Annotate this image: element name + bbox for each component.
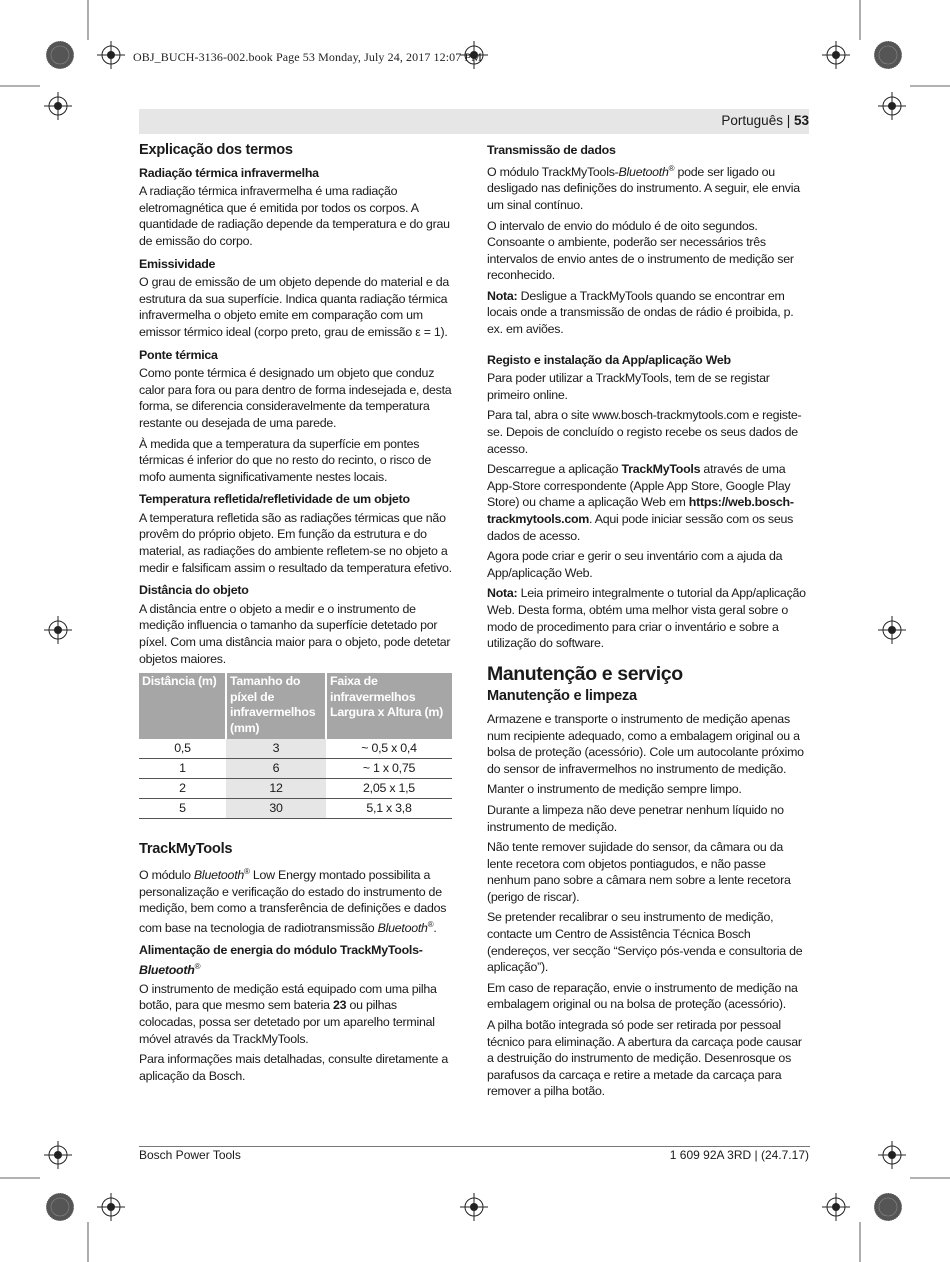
table-cell: 1 xyxy=(139,759,226,779)
table-cell: 3 xyxy=(226,739,326,759)
text-maintenance-2: Manter o instrumento de medição sempre limpo. xyxy=(487,782,742,797)
table-header-row xyxy=(139,673,452,739)
header-bar xyxy=(139,109,809,134)
heading-reflected-temperature: Temperatura refletida/refletividade de um objeto xyxy=(139,492,410,507)
table-cell: 2 xyxy=(139,779,226,799)
table-header-distance: Distância (m) xyxy=(139,673,226,739)
heading-maintenance-cleaning: Manutenção e limpeza xyxy=(487,688,637,705)
text-power-supply: O instrumento de medição está equipado com uma pilha botão, para que mesmo sem bateria 23 ou pilhas colocadas, possa ser detetado por um aparelho terminal móvel através da TrackMyTools. xyxy=(139,981,437,1046)
section-title-maintenance-service: Manutenção e serviço xyxy=(487,662,683,685)
text-thermal-bridge-1: Como ponte térmica é designado um objeto que conduz calor para fora ou para dentro de forma indesejada e, desta forma, se diferencia consideravelmente da temperatura restante ou desejada de uma parede. xyxy=(139,366,452,430)
section-title-trackmytools: TrackMyTools xyxy=(139,841,233,858)
text-maintenance-4: Não tente remover sujidade do sensor, da câmara ou da lente recetora com objetos pontiagudos, e não passe nenhum pano sobre a câmara nem sobre a lente recetora (perigo de riscar). xyxy=(487,840,791,904)
heading-object-distance: Distância do objeto xyxy=(139,583,249,598)
table-row xyxy=(139,799,452,819)
text-maintenance-1: Armazene e transporte o instrumento de medição apenas num recipiente adequado, como a embalagem original ou a bolsa de proteção (acessório). Cole um autocolante próximo do sensor de infravermelhos no instrumento de medição. xyxy=(487,711,804,776)
footer-left: Bosch Power Tools xyxy=(139,1148,241,1162)
table-row xyxy=(139,759,452,779)
text-maintenance-6: Em caso de reparação, envie o instrumento de medição na embalagem original ou na bolsa de proteção (acessório). xyxy=(487,980,798,1012)
heading-registration: Registo e instalação da App/aplicação Web xyxy=(487,352,731,367)
text-object-distance: A distância entre o objeto a medir e o instrumento de medição influencia o tamanho da superfície detetado por píxel. Com uma distância maior para o objeto, pode detetar objetos maiores. xyxy=(139,601,451,666)
right-column xyxy=(487,142,810,1104)
table-row xyxy=(139,779,452,799)
text-registration-3: Descarregue a aplicação TrackMyTools através de uma App-Store correspondente (Apple App Store, Google Play Store) ou chame a aplicação Web em https://web.bosch-trackmytools.com. Aqui pode iniciar sessão com os seus dados de acesso. xyxy=(487,462,794,543)
table-header-range: Faixa de infravermelhos Largura x Altura (m) xyxy=(326,673,452,739)
text-power-supply-2: Para informações mais detalhadas, consulte diretamente a aplicação da Bosch. xyxy=(139,1052,449,1083)
heading-infrared-radiation: Radiação térmica infravermelha xyxy=(139,165,319,180)
text-infrared-radiation: A radiação térmica infravermelha é uma radiação eletromagnética que é emitida por todos os corpos. A quantidade de radiação depende da temperatura e do grau de emissão do corpo. xyxy=(139,184,450,248)
table-cell: 0,5 xyxy=(139,739,226,759)
section-title-terms: Explicação dos termos xyxy=(139,142,293,158)
table-cell: ~ 1 x 0,75 xyxy=(326,759,452,779)
text-data-transmission-2: O intervalo de envio do módulo é de oito segundos. Consoante o ambiente, poderão ser necessários três intervalos de envio antes de o instrumento de medição ser reconhecido. xyxy=(487,218,794,283)
heading-thermal-bridge: Ponte térmica xyxy=(139,347,218,362)
page-header xyxy=(721,113,809,128)
table-row xyxy=(139,739,452,759)
header-separator: | xyxy=(782,113,794,128)
text-reflected-temperature: A temperatura refletida são as radiações térmicas que não provêm do próprio objeto. Em função da estrutura e do material, as radiações do ambiente refletem-se no objeto a medir e falsificam assim o resultado da temperatura efetivo. xyxy=(139,510,452,575)
note-data-transmission: Nota: Desligue a TrackMyTools quando se encontrar em locais onde a transmissão de ondas de rádio é proibida, p. ex. em aviões. xyxy=(487,288,794,337)
note-registration: Nota: Leia primeiro integralmente o tutorial da App/aplicação Web. Desta forma, obtém uma melhor vista geral sobre o modo de procedimento para criar o inventário e sobre a utilização do software. xyxy=(487,586,806,651)
table-cell: 5,1 x 3,8 xyxy=(326,799,452,819)
print-info-line: OBJ_BUCH-3136-002.book Page 53 Monday, July 24, 2017 12:07 PM xyxy=(133,50,482,64)
table-cell: 6 xyxy=(226,759,326,779)
distance-table xyxy=(139,673,452,819)
heading-power-supply: Alimentação de energia do módulo TrackMyTools- Bluetooth® xyxy=(139,943,423,978)
table-cell: 2,05 x 1,5 xyxy=(326,779,452,799)
text-registration-2: Para tal, abra o site www.bosch-trackmytools.com e registe-se. Depois de concluído o registo recebe os seus dados de acesso. xyxy=(487,408,802,456)
text-data-transmission-1: O módulo TrackMyTools-Bluetooth® pode ser ligado ou desligado nas definições do instrumento. A seguir, ele envia um sinal contínuo. xyxy=(487,163,800,212)
text-trackmytools: O módulo Bluetooth® Low Energy montado possibilita a personalização e verificação do estado do instrumento de medição, bem como a transferência de definições e dados com base na tecnologia de radiotransmissão Bluetooth®. xyxy=(139,866,447,935)
page-number: 53 xyxy=(793,113,809,128)
heading-data-transmission: Transmissão de dados xyxy=(487,143,616,157)
table-cell: 5 xyxy=(139,799,226,819)
table-cell: ~ 0,5 x 0,4 xyxy=(326,739,452,759)
table-header-pixel-size: Tamanho do píxel de infravermelhos (mm) xyxy=(226,673,326,739)
table-cell: 30 xyxy=(226,799,326,819)
footer-rule xyxy=(139,1146,810,1147)
text-registration-4: Agora pode criar e gerir o seu inventário com a ajuda da App/aplicação Web. xyxy=(487,549,783,580)
text-maintenance-3: Durante a limpeza não deve penetrar nenhum líquido no instrumento de medição. xyxy=(487,802,784,834)
text-maintenance-7: A pilha botão integrada só pode ser retirada por pessoal técnico para eliminação. A abertura da carcaça pode causar a destruição do instrumento de medição. Desenrosque os parafusos da carcaça e retire a metade da carcaça para remover a pilha botão. xyxy=(487,1018,802,1099)
text-registration-1: Para poder utilizar a TrackMyTools, tem de se registar primeiro online. xyxy=(487,371,770,402)
table-cell: 12 xyxy=(226,779,326,799)
left-column xyxy=(139,142,453,1088)
footer-right: 1 609 92A 3RD | (24.7.17) xyxy=(669,1148,809,1162)
text-emissivity: O grau de emissão de um objeto depende do material e da estrutura da sua superfície. Indica quanta radiação térmica infravermelha o objeto emite em comparação com um emissor térmico ideal (corpo preto, grau de emissão ε = 1). xyxy=(139,275,449,339)
text-thermal-bridge-2: À medida que a temperatura da superfície em pontes térmicas é inferior do que no resto do recinto, o risco de mofo aumenta significativamente nestes locais. xyxy=(139,436,431,484)
header-language: Português xyxy=(721,113,783,128)
text-maintenance-5: Se pretender recalibrar o seu instrumento de medição, contacte um Centro de Assistência Técnica Bosch (endereços, ver secção “Serviço pós-venda e consultoria de aplicação”). xyxy=(487,910,803,975)
heading-emissivity: Emissividade xyxy=(139,256,216,271)
